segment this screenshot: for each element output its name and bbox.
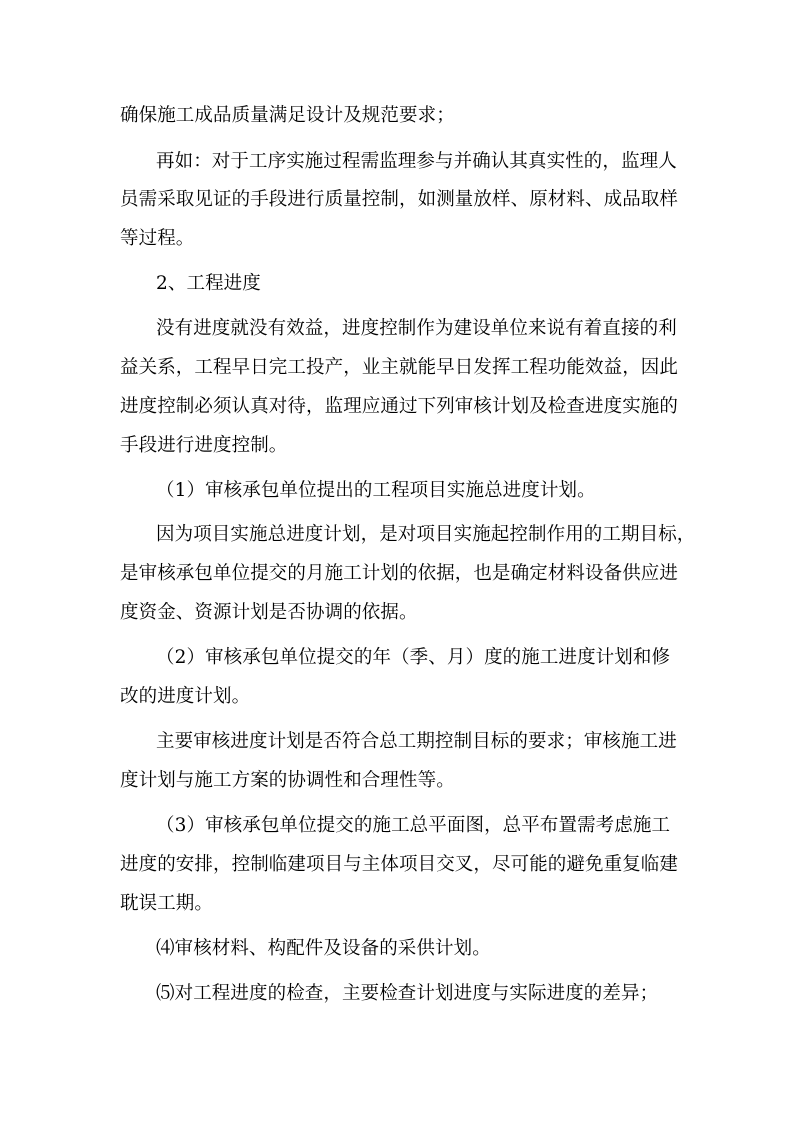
body-text-line: 手段进行进度控制。: [120, 435, 288, 456]
body-text-line: 进度的安排，控制临建项目与主体项目交叉，尽可能的避免重复临建: [120, 854, 679, 875]
list-item-heading: （3）审核承包单位提交的施工总平面图，总平布置需考虑施工: [156, 815, 671, 836]
body-text-line: 是审核承包单位提交的月施工计划的依据，也是确定材料设备供应进: [120, 563, 679, 584]
section-heading: 2、工程进度: [156, 273, 261, 294]
list-item-heading: （1）审核承包单位提出的工程项目实施总进度计划。: [156, 480, 596, 501]
body-text-line: 耽误工期。: [120, 893, 214, 914]
body-text-line: 员需采取见证的手段进行质量控制，如测量放样、原材料、成品取样: [120, 189, 679, 210]
list-item-heading: 改的进度计划。: [120, 686, 251, 707]
body-text-line: 度计划与施工方案的协调性和合理性等。: [120, 770, 455, 791]
body-text-line: 再如：对于工序实施过程需监理参与并确认其真实性的，监理人: [156, 151, 677, 172]
body-text-line: 没有进度就没有效益，进度控制作为建设单位来说有着直接的利: [156, 318, 677, 339]
body-text-line: 因为项目实施总进度计划，是对项目实施起控制作用的工期目标，: [156, 524, 696, 545]
body-text-line: 等过程。: [120, 228, 195, 249]
body-text-line: 确保施工成品质量满足设计及规范要求；: [120, 105, 455, 126]
list-item-heading: （2）审核承包单位提交的年（季、月）度的施工进度计划和修: [156, 647, 671, 668]
body-text-line: 主要审核进度计划是否符合总工期控制目标的要求；审核施工进: [156, 731, 677, 752]
list-item-heading: ⑷审核材料、构配件及设备的采供计划。: [156, 938, 491, 959]
body-text-line: 度资金、资源计划是否协调的依据。: [120, 602, 418, 623]
body-text-line: 益关系，工程早日完工投产，业主就能早日发挥工程功能效益，因此: [120, 357, 679, 378]
list-item-heading: ⑸对工程进度的检查，主要检查计划进度与实际进度的差异；: [156, 983, 659, 1004]
body-text-line: 进度控制必须认真对待，监理应通过下列审核计划及检查进度实施的: [120, 396, 679, 417]
